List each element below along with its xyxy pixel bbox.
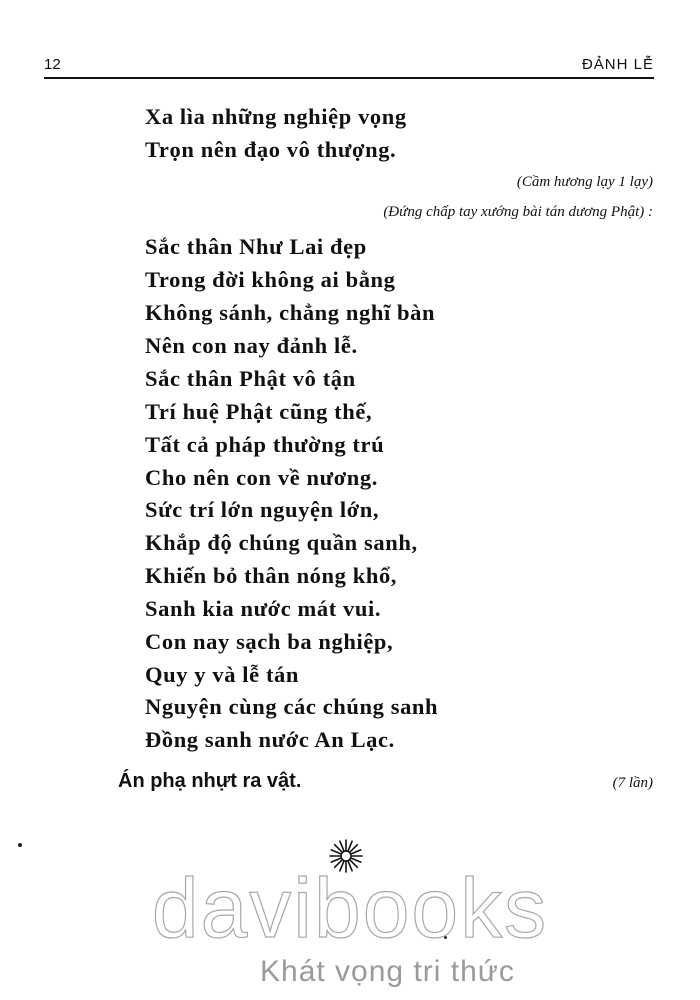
verse-line: Sức trí lớn nguyện lớn, xyxy=(145,497,380,522)
verse-line: Xa lìa những nghiệp vọng xyxy=(145,104,407,129)
verse-line: Không sánh, chẳng nghĩ bàn xyxy=(145,300,436,325)
verse-line: Đồng sanh nước An Lạc. xyxy=(145,727,395,752)
verse-line: Trọn nên đạo vô thượng. xyxy=(145,137,397,162)
verse-line: Nguyện cùng các chúng sanh xyxy=(145,694,439,719)
verse-line: Con nay sạch ba nghiệp, xyxy=(145,629,394,654)
page-header xyxy=(44,52,654,78)
verse-line: Tất cả pháp thường trú xyxy=(145,432,385,457)
watermark-tagline: Khát vọng tri thức xyxy=(260,955,515,988)
verse-line: Sắc thân Phật vô tận xyxy=(145,366,356,391)
verse-line: Cho nên con về nương. xyxy=(145,465,378,490)
verse-line: Trí huệ Phật cũng thế, xyxy=(145,399,373,424)
verse-line: Khắp độ chúng quần sanh, xyxy=(145,530,418,555)
verse-line: Nên con nay đảnh lễ. xyxy=(145,333,358,358)
running-title: ĐẢNH LỄ xyxy=(581,56,654,73)
verse-line: Sanh kia nước mát vui. xyxy=(145,596,382,621)
instruction-text: (Đứng chấp tay xướng bài tán dương Phật) : xyxy=(383,204,653,220)
verse-line: Quy y và lễ tán xyxy=(145,662,300,687)
mantra-text: Án phạ nhựt ra vật. xyxy=(118,770,302,792)
verse-line: Sắc thân Như Lai đẹp xyxy=(145,234,367,259)
verse-line: Trong đời không ai bằng xyxy=(145,267,396,292)
repeat-count: (7 lần) xyxy=(612,775,653,791)
speck xyxy=(18,843,22,847)
watermark-brand: davibooks xyxy=(151,861,549,955)
header-rule xyxy=(44,77,654,79)
instruction-text: (Cầm hương lạy 1 lạy) xyxy=(516,174,653,190)
page-number: 12 xyxy=(44,56,61,73)
verse-line: Khiến bỏ thân nóng khổ, xyxy=(145,563,398,588)
